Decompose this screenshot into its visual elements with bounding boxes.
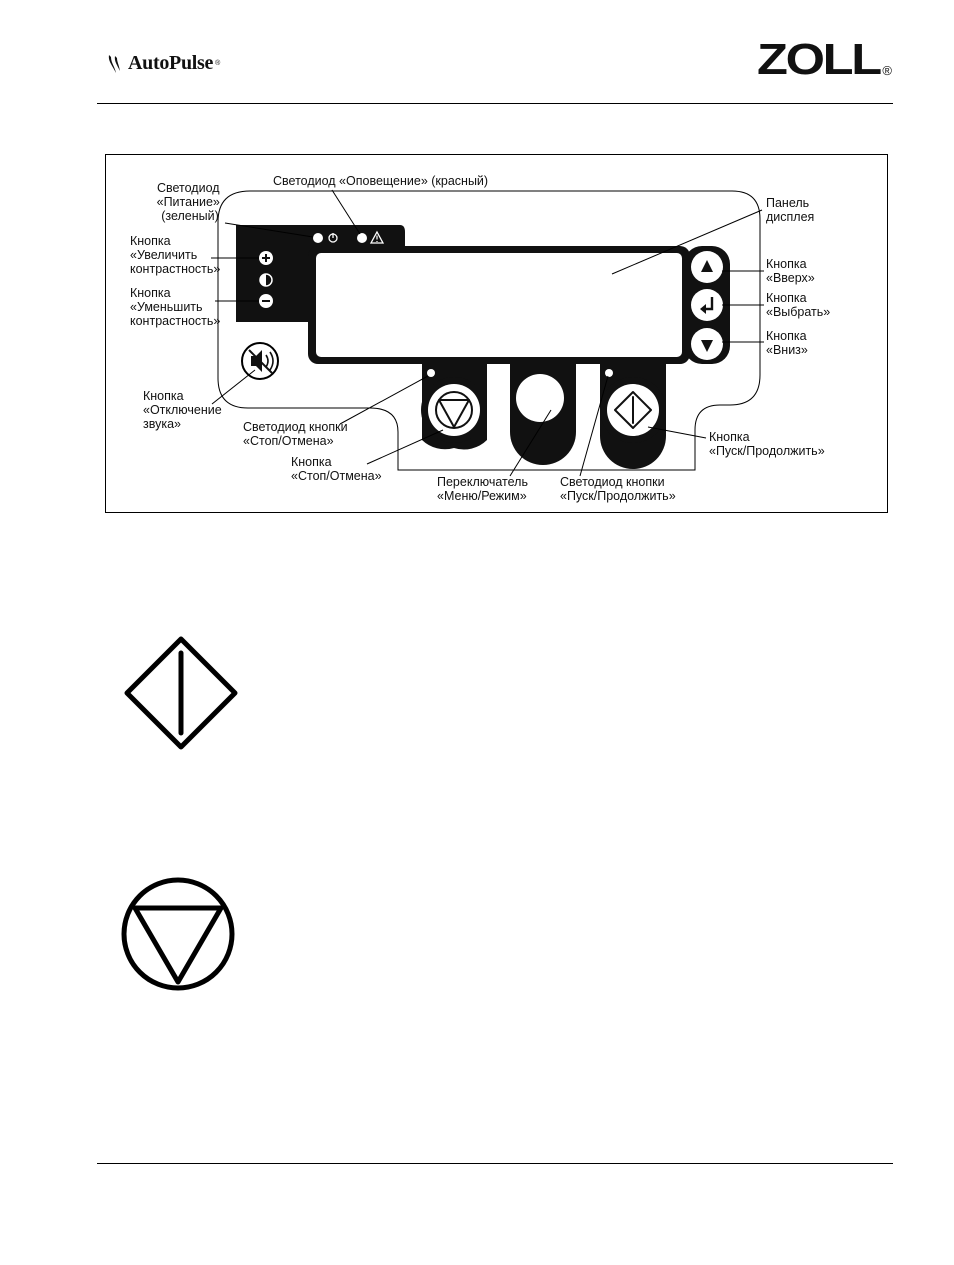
stop-symbol-large <box>124 880 232 988</box>
label-start-led: Светодиод кнопки «Пуск/Продолжить» <box>560 475 676 503</box>
zoll-logo-text: ZOLL <box>756 35 880 84</box>
label-display-panel: Панель дисплея <box>766 196 815 224</box>
stop-led <box>427 369 435 377</box>
autopulse-reg-mark: ® <box>215 60 221 67</box>
label-menu-switch: Переключатель «Меню/Режим» <box>437 475 528 503</box>
display-panel <box>316 253 682 357</box>
select-button[interactable] <box>691 289 723 321</box>
label-stop-button: Кнопка «Стоп/Отмена» <box>291 455 382 483</box>
stop-triangle-circle-icon <box>124 880 232 988</box>
label-contrast-up: Кнопка «Увеличить контрастность» <box>130 234 221 276</box>
label-alert-led: Светодиод «Оповещение» (красный) <box>273 174 489 188</box>
label-start-button: Кнопка «Пуск/Продолжить» <box>709 430 825 458</box>
menu-mode-switch[interactable] <box>516 374 564 422</box>
power-led <box>313 233 323 243</box>
autopulse-logo-text: AutoPulse <box>128 52 214 74</box>
label-select-button: Кнопка «Выбрать» <box>766 291 831 319</box>
zoll-reg-mark: ® <box>882 63 892 78</box>
label-contrast-down: Кнопка «Уменьшить контрастность» <box>130 286 221 328</box>
start-symbol-large <box>127 639 235 747</box>
label-down-button: Кнопка «Вниз» <box>766 329 808 357</box>
label-stop-led: Светодиод кнопки «Стоп/Отмена» <box>243 420 348 448</box>
label-up-button: Кнопка «Вверх» <box>766 257 815 285</box>
stop-triangle <box>135 908 221 982</box>
leader-stop-led <box>340 376 428 424</box>
alert-led <box>357 233 367 243</box>
label-power-led: Светодиод «Питание» (зеленый) <box>156 181 220 223</box>
footer-rule <box>97 1163 893 1164</box>
label-mute-button: Кнопка «Отключение звука» <box>143 389 222 431</box>
leader-stop-button <box>367 430 443 464</box>
start-led <box>605 369 613 377</box>
